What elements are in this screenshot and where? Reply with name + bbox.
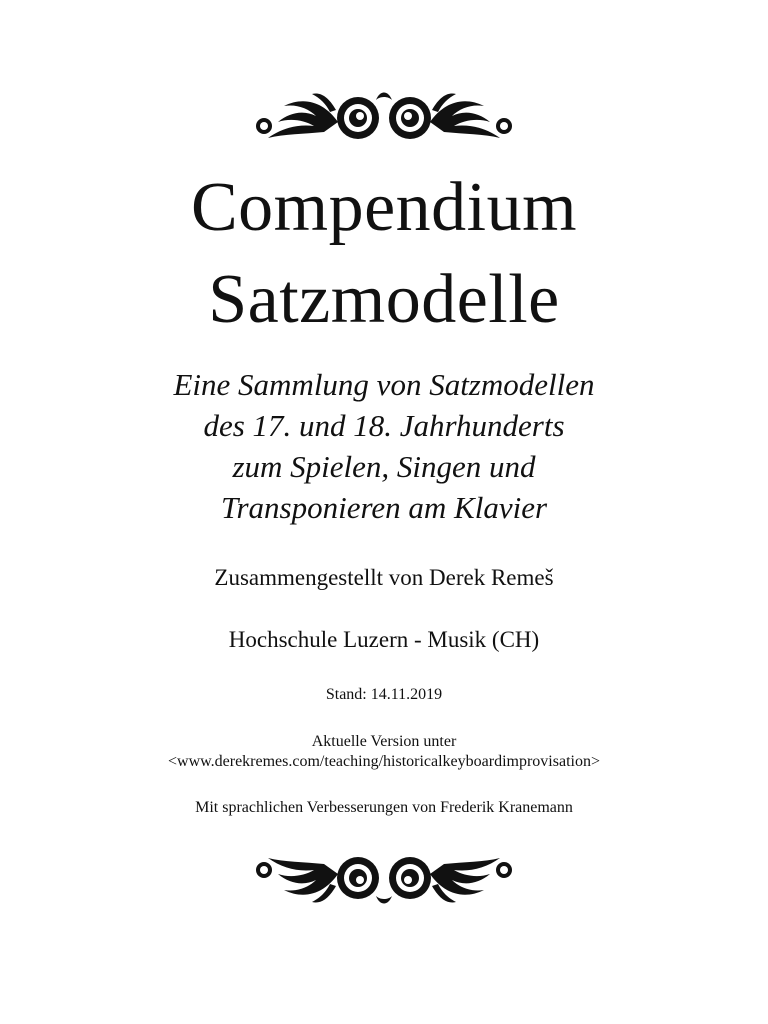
subtitle-line-4: Transponieren am Klavier [220, 490, 548, 525]
subtitle-line-2: des 17. und 18. Jahrhunderts [203, 408, 565, 443]
author-line: Zusammengestellt von Derek Remeš [214, 565, 554, 590]
subtitle-line-1: Eine Sammlung von Satzmodellen [173, 367, 595, 402]
top-ornament-icon [0, 88, 768, 144]
document-subtitle [0, 364, 768, 528]
institution-line: Hochschule Luzern - Musik (CH) [228, 627, 540, 652]
credits-line: Mit sprachlichen Verbesserungen von Frederik Kranemann [195, 799, 573, 816]
subtitle-line-3: zum Spielen, Singen und [232, 449, 536, 484]
bottom-ornament-icon [0, 852, 768, 908]
title-line-2: Satzmodelle [208, 261, 560, 338]
title-line-1: Compendium [190, 169, 578, 246]
date-stamp: Stand: 14.11.2019 [325, 686, 443, 703]
version-url: <www.derekremes.com/teaching/historicalkeyboardimprovisation> [168, 753, 600, 770]
document-title [0, 162, 768, 346]
version-label: Aktuelle Version unter [311, 733, 457, 750]
